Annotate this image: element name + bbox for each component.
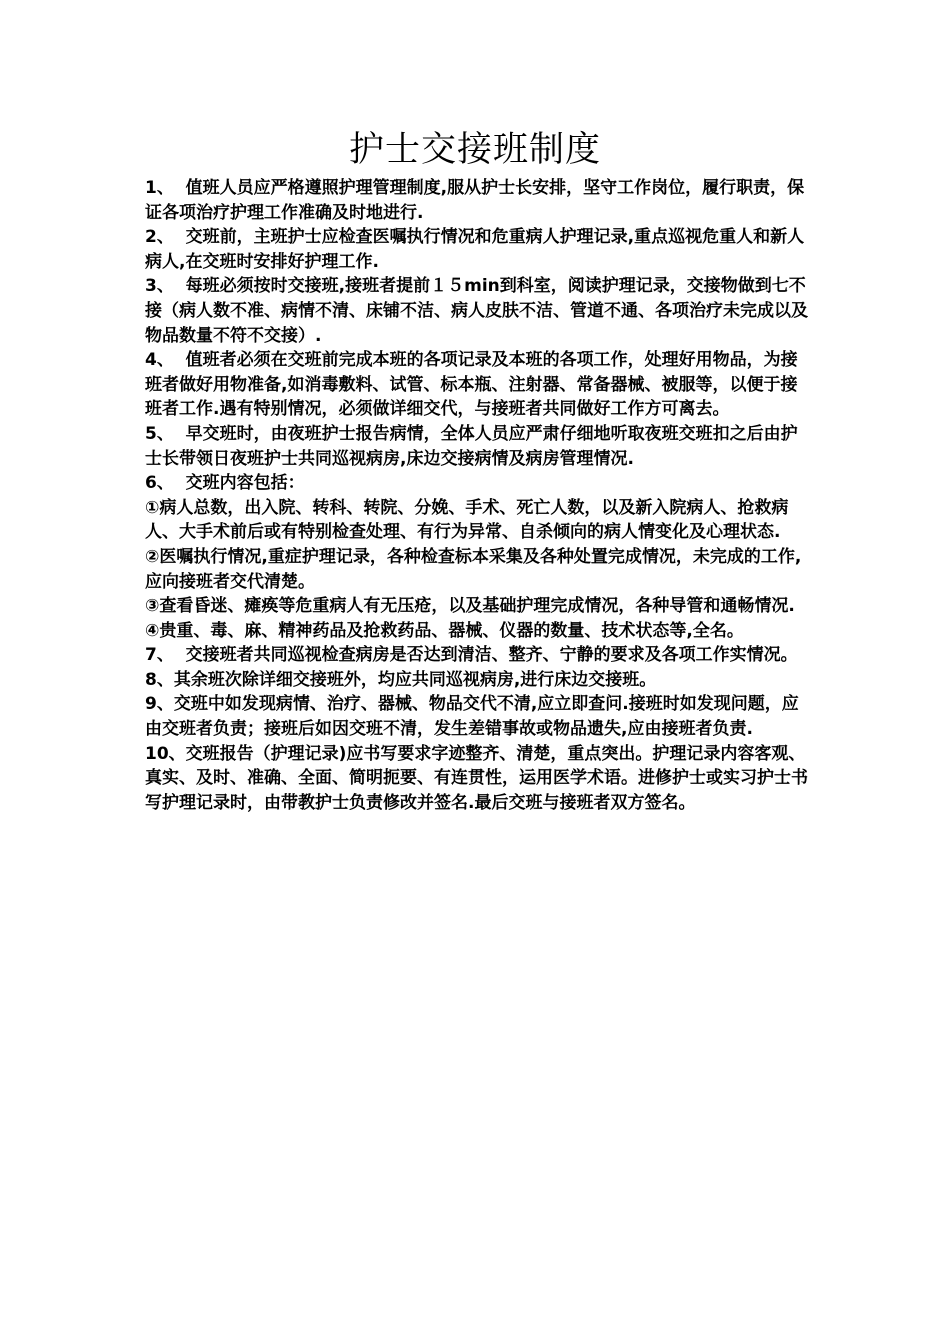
paragraph-6: 6、 交班内容包括： [145, 473, 305, 494]
document-title: 护士交接班制度 [348, 130, 601, 170]
list-item-circled-4: ④贵重、毒、麻、精神药品及抢救药品、器械、仪器的数量、技术状态等,全名。 [145, 620, 744, 641]
paragraph-7: 7、 交接班者共同巡视检查病房是否达到清洁、整齐、宁静的要求及各项工作实情况。 [145, 645, 798, 666]
list-item-circled-2: ②医嘱执行情况,重症护理记录，各种检查标本采集及各种处置完成情况，未完成的工作,应向接班者交代清楚。 [145, 546, 802, 592]
paragraph-2: 2、 交班前，主班护士应检查医嘱执行情况和危重病人护理记录,重点巡视危重人和新人病人,在交班时安排好护理工作. [145, 227, 805, 272]
paragraph-10: 10、交班报告（护理记录)应书写要求字迹整齐、清楚，重点突出。护理记录内容客观、真实、及时、准确、全面、简明扼要、有连贯性，运用医学术语。进修护士或实习护士书写护理记录时，由带教护士负责修改并签名.最后交班与接班者双方签名。 [145, 743, 808, 813]
paragraph-5: 5、 早交班时，由夜班护士报告病情，全体人员应严肃仔细地听取夜班交班扣之后由护士长带领日夜班护士共同巡视病房,床边交接病情及病房管理情况. [145, 423, 798, 469]
list-item-circled-3: ③查看昏迷、瘫痪等危重病人有无压疮，以及基础护理完成情况，各种导管和通畅情况. [145, 596, 795, 617]
paragraph-3: 3、 每班必须按时交接班,接班者提前１５min到科室，阅读护理记录，交接物做到七不接（病人数不准、病情不清、床铺不洁、病人皮肤不洁、管道不通、各项治疗未完成以及物品数量不符不交接）. [145, 276, 808, 346]
paragraph-9: 9、交班中如发现病情、治疗、器械、物品交代不清,应立即查问.接班时如发现问题，应由交班者负责；接班后如因交班不清，发生差错事故或物品遗失,应由接班者负责. [145, 694, 799, 740]
document-body [145, 176, 813, 815]
paragraph-4: 4、 值班者必须在交班前完成本班的各项记录及本班的各项工作，处理好用物品，为接班者做好用物准备,如消毒敷料、试管、标本瓶、注射器、常备器械、被服等，以便于接班者工作.遇有特别情况，必须做详细交代，与接班者共同做好工作方可离去。 [145, 350, 798, 420]
paragraph-1: 1、 值班人员应严格遵照护理管理制度,服从护士长安排，坚守工作岗位，履行职责，保证各项治疗护理工作准确及时地进行. [145, 178, 805, 223]
list-item-circled-1: ①病人总数，出入院、转科、转院、分娩、手术、死亡人数，以及新入院病人、抢救病人、大手术前后或有特别检查处理、有行为异常、自杀倾向的病人情变化及心理状态. [145, 497, 789, 543]
paragraph-8: 8、其余班次除详细交接班外，均应共同巡视病房,进行床边交接班。 [145, 669, 657, 690]
